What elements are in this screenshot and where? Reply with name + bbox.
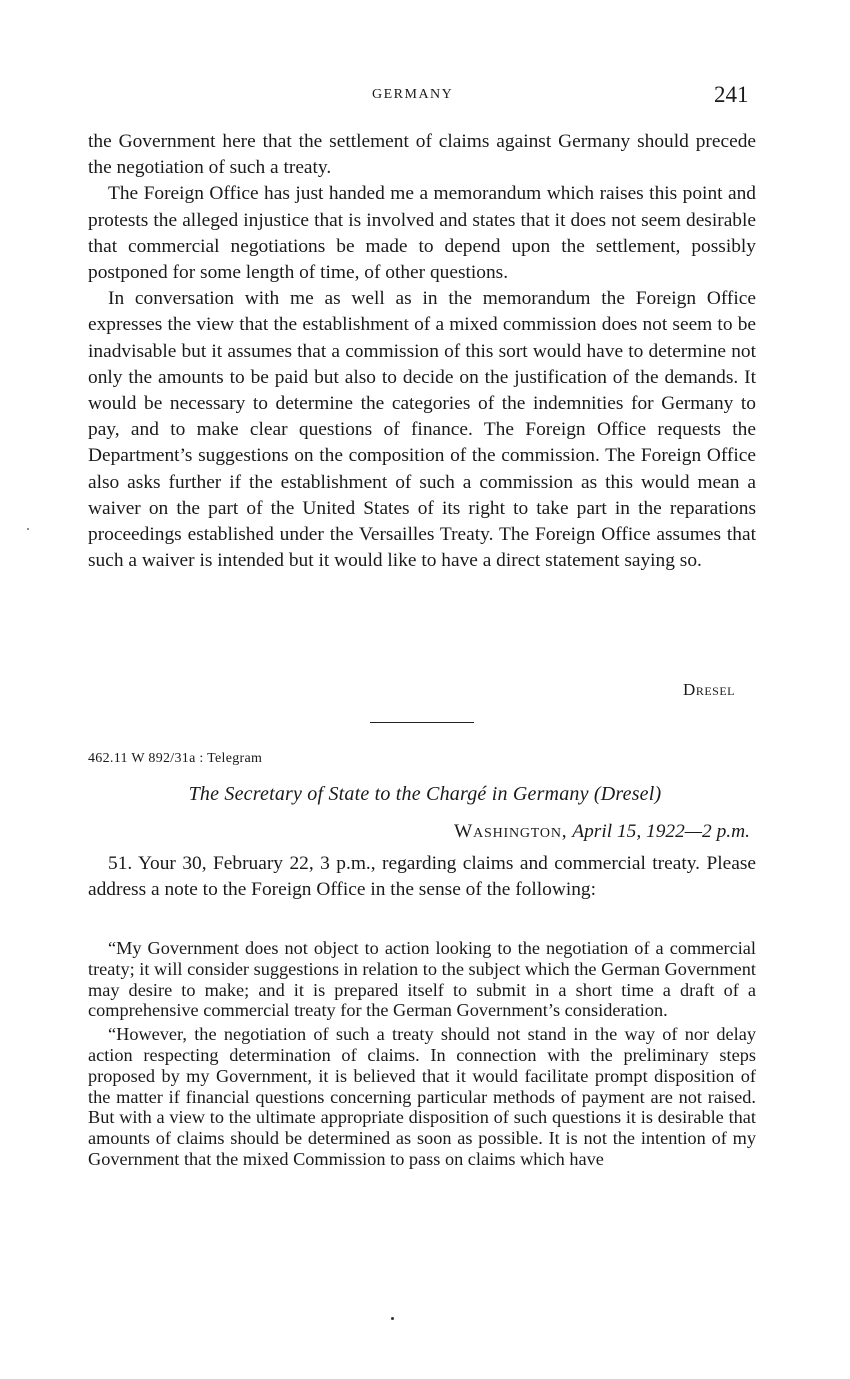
footer-dot: [391, 1317, 394, 1320]
telegram-body: [88, 851, 756, 903]
dateline-date: April 15, 1922—2 p.m.: [572, 821, 750, 842]
letter-body: [88, 129, 756, 574]
paragraph-memorandum: The Foreign Office has just handed me a memorandum which raises this point and protests the alleged injustice that is involved and states that it does not seem desirable that commercial negotiations be made to depend upon the settlement, possibly postponed for some length of time, of other questions.: [88, 183, 756, 284]
file-number: 462.11 W 892/31a : Telegram: [88, 751, 263, 766]
paragraph-continuation: the Government here that the settlement of claims against Germany should precede the negotiation of such a treaty.: [88, 131, 756, 179]
quoted-note: [88, 938, 756, 1170]
document-heading: The Secretary of State to the Chargé in Germany (Dresel): [188, 783, 662, 805]
quoted-paragraph: “My Government does not object to action looking to the negotiation of a commercial treaty; it will consider suggestions in relation to the subject which the German Government may desire to make; and it is prepared itself to submit in a short time a draft of a comprehensive commercial treaty for the German Government’s consideration.: [88, 938, 756, 1021]
section-divider: [370, 722, 474, 723]
quoted-paragraph: “However, the negotiation of such a treaty should not stand in the way of nor delay action respecting determination of claims. In connection with the preliminary steps proposed by my Government, it is believed that it would facilitate prompt disposition of the matter if financial questions concerning particular methods of payment are not raised. But with a view to the ultimate appropriate disposition of such questions it is desirable that amounts of claims should be determined as soon as possible. It is not the intention of my Government that the mixed Commission to pass on claims which have: [88, 1024, 756, 1169]
paragraph-conversation: In conversation with me as well as in the memorandum the Foreign Office expresses the view that the establishment of a mixed commission does not seem to be inadvisable but it assumes that a commission of this sort would have to determine not only the amounts to be paid but also to decide on the justification of the demands. It would be necessary to determine the categories of the indemnities for Germany to pay, and to make clear questions of finance. The Foreign Office requests the Department’s suggestions on the composition of the commission. The Foreign Office also asks further if the establishment of such a commission as this would mean a waiver on the part of the United States of its right to take part in the reparations proceedings established under the Versailles Treaty. The Foreign Office assumes that such a waiver is intended but it would like to have a direct statement saying so.: [88, 288, 756, 572]
margin-speck: [27, 528, 29, 530]
running-title: GERMANY: [372, 87, 454, 102]
dateline: [454, 821, 750, 843]
page-number: 241: [714, 82, 749, 107]
paragraph-instruction: 51. Your 30, February 22, 3 p.m., regarding claims and commercial treaty. Please address a note to the Foreign Office in the sense of the following:: [88, 853, 756, 901]
running-head: [0, 84, 850, 110]
signature: Dresel: [683, 680, 735, 699]
dateline-place: Washington,: [454, 821, 568, 842]
